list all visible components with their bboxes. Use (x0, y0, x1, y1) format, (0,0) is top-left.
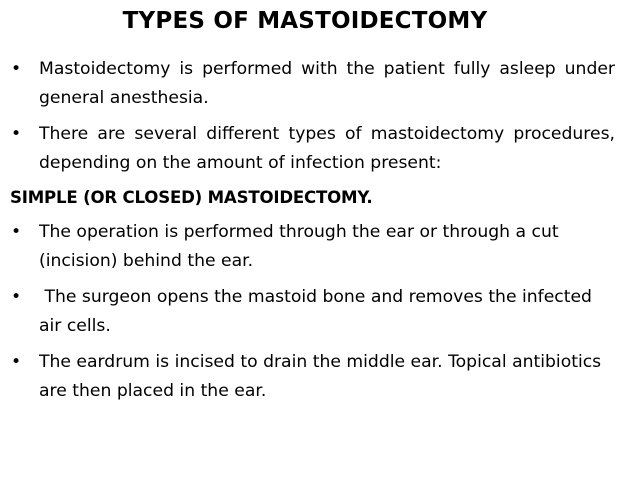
bullet-dot: • (11, 222, 22, 242)
bullet-text: The eardrum is incised to drain the middle ear. Topical antibiotics are then placed in the ear. (39, 352, 602, 401)
bullet-dot: • (11, 352, 22, 372)
bullet-item (10, 218, 615, 275)
bullet-text: Mastoidectomy is performed with the patient fully asleep under general anesthesia. (39, 59, 615, 108)
bullet-text: There are several different types of mastoidectomy procedures, depending on the amount of infection present: (39, 124, 615, 173)
bullet-item (10, 348, 615, 405)
bullet-item (10, 120, 615, 177)
slide-title: TYPES OF MASTOIDECTOMY (122, 8, 488, 34)
bullet-dot: • (11, 124, 22, 144)
bullet-text: The surgeon opens the mastoid bone and removes the infected air cells. (39, 287, 598, 336)
bullet-dot: • (11, 287, 22, 307)
slide-content (10, 55, 615, 413)
bullet-text: The operation is performed through the ear or through a cut (incision) behind the ear. (39, 222, 559, 271)
section-heading: SIMPLE (OR CLOSED) MASTOIDECTOMY. (10, 188, 373, 207)
bullet-item (10, 283, 615, 340)
bullet-item (10, 55, 615, 112)
bullet-dot: • (11, 59, 22, 79)
